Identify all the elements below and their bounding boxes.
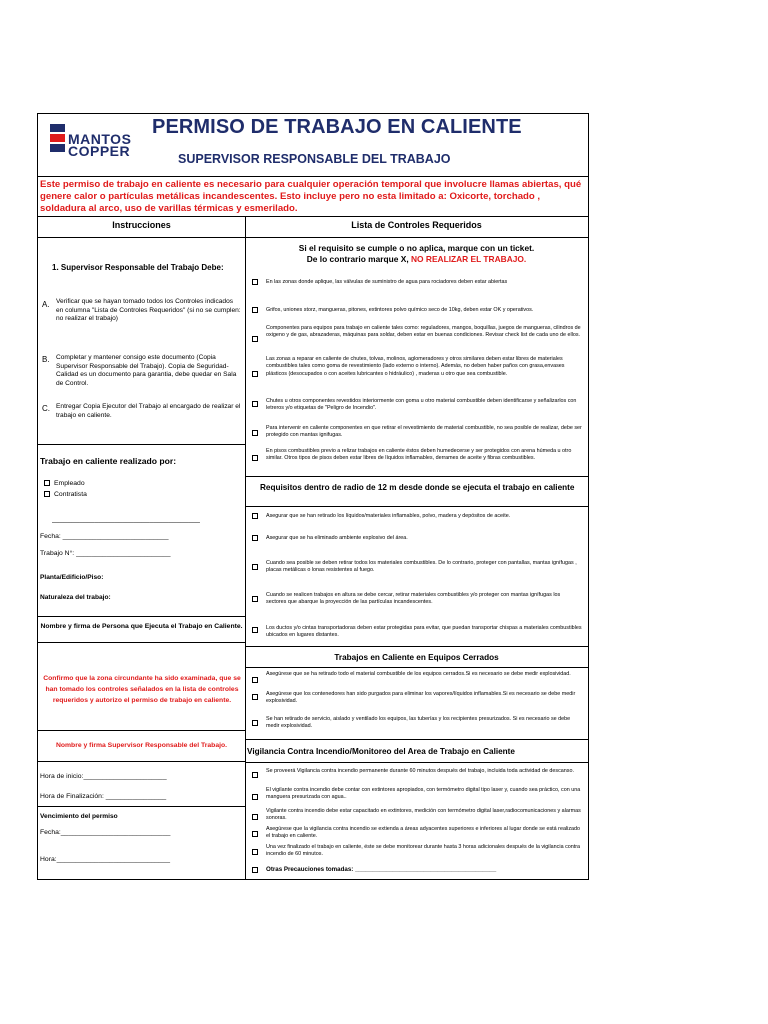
control-g3-1: Asegúrese que se ha retirado todo el material combustible de los equipos cerrados.Si es necesario se debe medir explosividad.	[266, 671, 571, 677]
control-g3-2: Asegúrese que los contenedores han sido purgados para eliminar los vapores/líquidos inflamables.Si es necesario se debe medir explosividad.	[266, 691, 576, 705]
employee-checkbox[interactable]	[44, 480, 50, 486]
control-g1-7: En pisos combustibles previo a relizar trabajos en caliente éstos deben humedecerse y ser protegidos con arena húmeda u otro similar. Otros tipos de pisos deben estar libres de líquidos inflamables, derrames de aceite y fibras combustibles.	[266, 448, 572, 462]
col-header-controls: Lista de Controles Requeridos	[351, 220, 482, 230]
closed-equipment-heading: Trabajos en Caliente en Equipos Cerrados	[334, 653, 499, 662]
check-g4-2[interactable]	[252, 794, 258, 800]
check-g1-7[interactable]	[252, 455, 258, 461]
fire-watch-heading: Vigilancia Contra Incendio/Monitoreo del Area de Trabajo en Caliente	[247, 747, 515, 756]
control-g1-4: Las zonas a reparar en caliente de chutes, tolvas, molinos, aglomeradores y otros similares deben estar libres de materiales combustibles tales como goma de revestimiento (lado externo o interno). Además, no deben haber paños con grasa,envases plásticos (desocupados o con aceites lubricantes o hidráulico) , maderas u otro que sea combustible.	[266, 356, 565, 377]
control-g2-1: Asegurar que se han retirado los líquidos/materiales inflamables, polvo, madera y depósitos de aceite.	[266, 513, 511, 519]
check-g1-4[interactable]	[252, 371, 258, 377]
check-g4-1[interactable]	[252, 772, 258, 778]
control-g4-4: Asegúrese que la vigilancia contra incendio se extienda a áreas adyacentes superiores e inferiores al lugar donde se está realizado el trabajo en caliente.	[266, 826, 581, 840]
expiry-date-field[interactable]: Fecha:_____________________________	[40, 829, 171, 836]
logo-mark-icon	[50, 124, 66, 154]
check-g4-5[interactable]	[252, 849, 258, 855]
expiry-label: Vencimiento del permiso	[40, 813, 118, 820]
plant-field[interactable]: Planta/Edificio/Piso:	[40, 574, 104, 581]
contractor-label: Contratista	[54, 491, 87, 498]
check-g2-5[interactable]	[252, 627, 258, 633]
other-precautions-field[interactable]: Otras Precauciones tomadas: _________________________________________	[266, 866, 497, 873]
control-g2-3: Cuando sea posible se deben retirar todos los materiales combustibles. De lo contrario, proteger con pantallas, mantas ignífugas , placas metálicas o lonas resistentes al fuego.	[266, 560, 577, 574]
letter-a: A.	[42, 300, 50, 309]
contractor-checkbox[interactable]	[44, 491, 50, 497]
control-g1-3: Componentes para equipos para trabajo en caliente tales como: reguladores, mangos, boquillas, juegos de mangueras, cilindros de oxigeno y de gas, abrazaderas, máquinas para soldar, deben estar en buenas condiciones. Revisar check list de cada uno de ellos.	[266, 325, 581, 339]
check-g1-5[interactable]	[252, 401, 258, 407]
instruction-a: Verificar que se hayan tomado todos los Controles indicados en columna "Lista de Controles Requeridos" (si no se cumplen: no realizar el trabajo)	[56, 298, 241, 323]
check-g1-1[interactable]	[252, 279, 258, 285]
date-field[interactable]: Fecha: ____________________________	[40, 533, 169, 540]
employee-option[interactable]	[44, 479, 85, 488]
check-g3-3[interactable]	[252, 720, 258, 726]
col-header-instructions: Instrucciones	[112, 220, 171, 230]
control-g1-2: Grifos, uniones storz, mangueras, pitones, extintores polvo químico seco de 10kg, deben estar OK y operativos.	[266, 307, 534, 313]
executor-signature-label: Nombre y firma de Persona que Ejecuta el Trabajo en Caliente.	[40, 623, 243, 630]
control-g4-3: Vigilante contra incendio debe estar capacitado en extintores, medición con termómetro digital laser,radiocomunicaciones y alarmas sonoras.	[266, 808, 581, 822]
control-g1-6: Para intervenir en caliente componentes en que retirar el revestimiento de material combustible, no sea posible de realizar, debe ser protegido con mantas ignifugas.	[266, 425, 582, 439]
performed-by-label: Trabajo en caliente realizado por:	[40, 456, 177, 466]
control-g1-1: En las zonas donde aplique, las válvulas de suministro de agua para rociadores deben estar abiertas	[266, 279, 508, 285]
logo-line1: MANTOS	[68, 131, 132, 147]
check-g4-3[interactable]	[252, 814, 258, 820]
supervisor-signature-label: Nombre y firma Supervisor Responsable del Trabajo.	[55, 742, 228, 749]
page-title: PERMISO DE TRABAJO EN CALIENTE	[152, 116, 522, 138]
check-g1-6[interactable]	[252, 430, 258, 436]
controls-instruction-2	[245, 254, 588, 264]
control-g4-1: Se proveerá Vigilancia contra incendio permanente durante 60 minutos después del trabajo, incluida toda actividad de descanso.	[266, 768, 574, 774]
signature-line[interactable]: ______________________________________	[52, 516, 200, 523]
check-g2-2[interactable]	[252, 535, 258, 541]
hot-work-permit-form	[37, 113, 589, 880]
instruction-c: Entregar Copia Ejecutor del Trabajo al encargado de realizar el trabajo en caliente.	[56, 403, 241, 419]
letter-b: B.	[42, 355, 50, 364]
control-g2-4: Cuando se realicen trabajos en altura se debe cercar, retirar materiales combustibles y/o proteger con mantas ignífugas los sectores que abarque la proyección de las partículas incandescentes.	[266, 592, 561, 606]
radius-heading: Requisitos dentro de radio de 12 m desde donde se ejecuta el trabajo en caliente	[260, 483, 575, 492]
check-g2-3[interactable]	[252, 564, 258, 570]
confirmation-text: Confirmo que la zona circundante ha sido examinada, que se han tomado los controles señalados en la lista de controles requeridos y autorizo el permiso de trabajo en caliente.	[43, 675, 241, 704]
instruction-b: Completar y mantener consigo este documento (Copia Supervisor Responsable del Trabajo). Copia de Seguridad-Calidad es un documento para garantia, debe quedar en Sala de Control.	[56, 354, 237, 387]
work-number-field[interactable]: Trabajo N°: _________________________	[40, 550, 171, 557]
contractor-option[interactable]	[44, 490, 87, 499]
control-g2-2: Asegurar que se ha eliminado ambiente explosivo del área.	[266, 535, 408, 541]
check-g2-4[interactable]	[252, 596, 258, 602]
check-g1-3[interactable]	[252, 336, 258, 342]
expiry-time-field[interactable]: Hora:______________________________	[40, 856, 171, 863]
check-g2-1[interactable]	[252, 513, 258, 519]
check-g4-6[interactable]	[252, 867, 258, 873]
intro-text: Este permiso de trabajo en caliente es necesario para cualquier operación temporal que involucre llamas abiertas, qué genere calor o partículas metálicas incandescentes. Esto incluye pero no esta limitado a: Oxicorte, torchado , soldadura al arco, uso de varillas térmicas y esmerilado.	[40, 179, 582, 214]
control-g1-5: Chutes u otros componentes revestidos interiormente con goma u otro material combustible deben identificarse y señalizarlos con letreros y/o etiquetas de "Peligro de Incendio".	[266, 398, 577, 412]
start-time-field[interactable]: Hora de inicio:______________________	[40, 773, 167, 780]
check-g1-2[interactable]	[252, 307, 258, 313]
instruction-do-not-work: NO REALIZAR EL TRABAJO.	[411, 254, 527, 264]
employee-label: Empleado	[54, 480, 85, 487]
control-g4-5: Una vez finalizado el trabajo en caliente, éste se debe monitorear durante hasta 3 horas adicionales después de la vigilancia contra incendio de 60 minutos.	[266, 844, 581, 858]
section1-title: 1. Supervisor Responsable del Trabajo Debe:	[52, 263, 224, 272]
control-g3-3: Se han retirado de servicio, aislado y ventilado los equipos, las tuberías y los recipientes presurizados. Si es necesario se debe medir explosividad.	[266, 716, 571, 730]
control-g4-2: El vigilante contra incendio debe contar con extintores apropiados, con termómetro digital tipo laser y, cuando sea práctico, con una manguera presurizada con agua..	[266, 787, 581, 801]
check-g3-2[interactable]	[252, 694, 258, 700]
control-g2-5: Los ductos y/o cintas transportadoras deben estar protegidas para evitar, que puedan transportar chispas a materiales combustibles ubicados en lugares distantes.	[266, 625, 582, 639]
end-time-field[interactable]: Hora de Finalización: ________________	[40, 793, 167, 800]
nature-field[interactable]: Naturaleza del trabajo:	[40, 594, 111, 601]
logo-line2: COPPER	[68, 143, 131, 159]
page-subtitle: SUPERVISOR RESPONSABLE DEL TRABAJO	[178, 152, 451, 166]
letter-c: C.	[42, 404, 50, 413]
check-g3-1[interactable]	[252, 677, 258, 683]
company-logo	[50, 124, 160, 160]
controls-instruction-1: Si el requisito se cumple o no aplica, marque con un ticket.	[298, 243, 535, 253]
instruction-mark-x: De lo contrario marque X,	[306, 254, 411, 264]
check-g4-4[interactable]	[252, 831, 258, 837]
